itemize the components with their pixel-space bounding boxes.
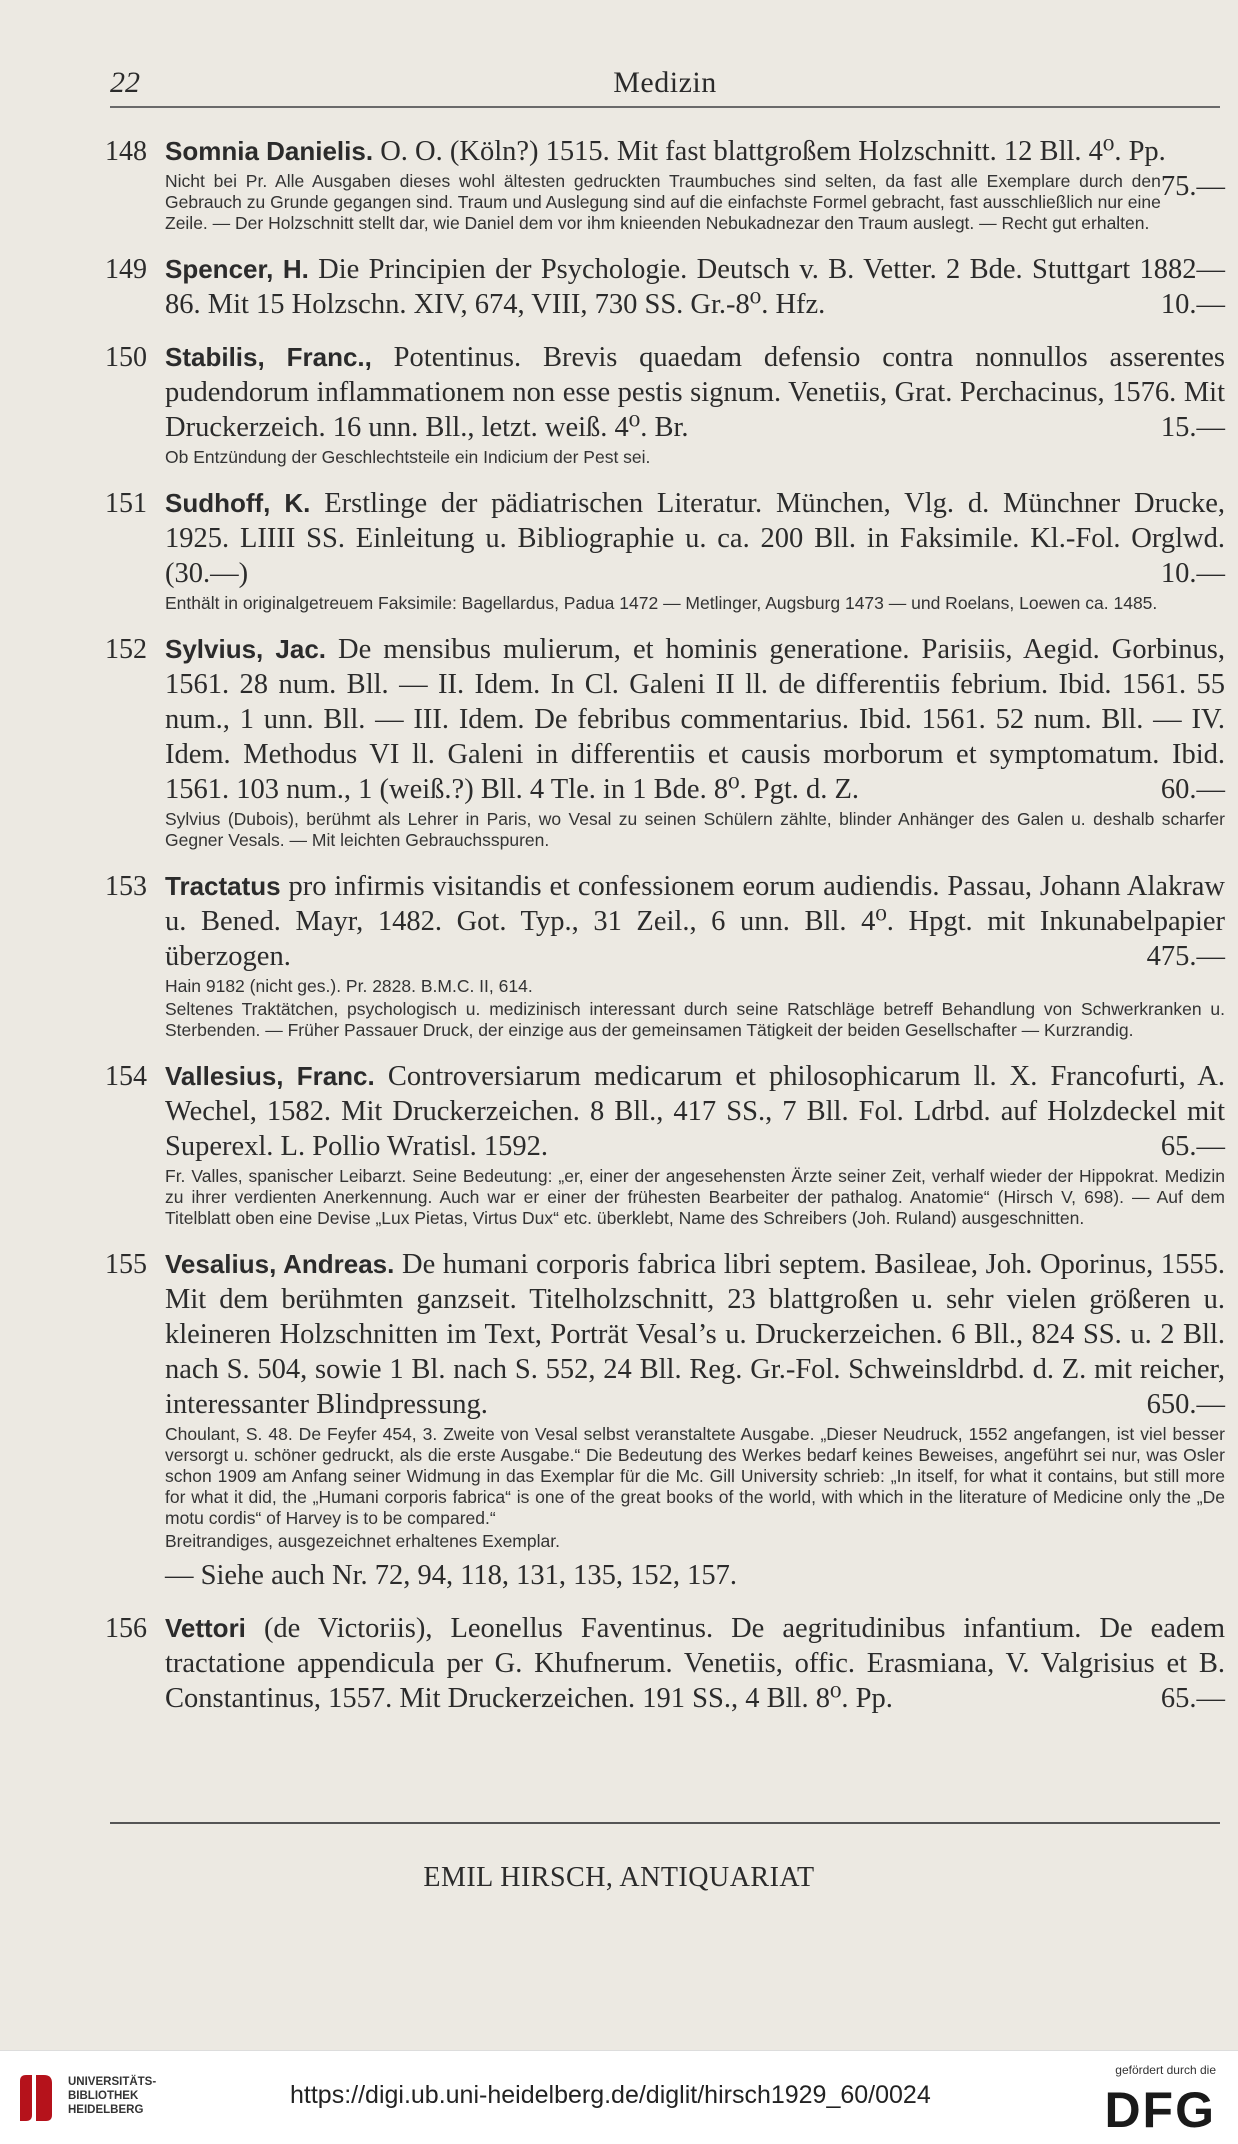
catalog-entry <box>105 869 1225 1041</box>
entry-text: (de Victoriis), Leonellus Faventinus. De aegritudinibus infantium. De eadem tractatione appendicula per G. Khufnerum. Venetiis, offic. Erasmiana, V. Valgrisius et B. Constantinus, 1557. Mit Druckerzeichen. 191 SS., 4 Bll. 8⁰. Pp. <box>165 1613 1225 1714</box>
entry-text: Controversiarum medicarum et philosophicarum ll. X. Francofurti, A. Wechel, 1582. Mit Druckerzeichen. 8 Bll., 417 SS., 7 Bll. Fol. Ldrbd. auf Holzdeckel mit Superexl. L. Pollio Wratisl. 1592. <box>165 1061 1225 1162</box>
entry-author: Vettori <box>165 1613 246 1643</box>
entry-note: Enthält in originalgetreuem Faksimile: Bagellardus, Padua 1472 — Metlinger, Augsburg 1473 — und Roelans, Loewen ca. 1485. <box>165 593 1158 613</box>
entry-author: Tractatus <box>165 871 281 901</box>
entry-note: Ob Entzündung der Geschlechtsteile ein Indicium der Pest sei. <box>165 447 651 467</box>
entry-description <box>165 252 1225 322</box>
page-header <box>110 64 1220 108</box>
entry-note: Hain 9182 (nicht ges.). Pr. 2828. B.M.C. II, 614. <box>165 976 533 996</box>
entry-number: 150 <box>105 342 147 373</box>
catalog-entry <box>105 632 1225 851</box>
footer-rule <box>110 1822 1220 1824</box>
entry-price: 65.— <box>1160 1131 1225 1162</box>
entry-description <box>165 869 1225 974</box>
catalog-entry <box>105 486 1225 614</box>
entry-text: Potentinus. Brevis quaedam defensio contra nonnullos asserentes pudendorum inflammationem non esse pestis signum. Venetiis, Grat. Perchacinus, 1576. Mit Druckerzeich. 16 unn. Bll., letzt. weiß. 4⁰. Br. <box>165 342 1225 443</box>
entry-description <box>165 340 1225 445</box>
entry-author: Vallesius, Franc. <box>165 1061 375 1091</box>
permalink-url[interactable]: https://digi.ub.uni-heidelberg.de/diglit/hirsch1929_60/0024 <box>290 2081 931 2109</box>
ub-heidelberg-logo-icon <box>12 2071 58 2125</box>
entry-text: Die Principien der Psychologie. Deutsch v. B. Vetter. 2 Bde. Stuttgart 1882—86. Mit 15 Holzschn. XIV, 674, VIII, 730 SS. Gr.-8⁰. Hfz. <box>165 254 1225 320</box>
entry-price: 10.— <box>1160 289 1225 320</box>
entry-author: Spencer, H. <box>165 254 309 284</box>
entry-number: 152 <box>105 634 147 665</box>
catalog-entry <box>105 252 1225 322</box>
entry-number: 148 <box>105 136 147 167</box>
entry-price: 65.— <box>1160 1683 1225 1714</box>
entry-note: Seltenes Traktätchen, psychologisch u. medizinisch interessant durch seine Ratschläge betreff Behandlung von Schwerkranken u. Sterbenden. — Früher Passauer Druck, der einzige aus der gemeinsamen Tätigkeit der beiden Gesellschafter — Kurzrandig. <box>165 999 1225 1040</box>
entry-description <box>165 1611 1225 1716</box>
entry-number: 153 <box>105 871 147 902</box>
entry-text: O. O. (Köln?) 1515. Mit fast blattgroßem Holzschnitt. 12 Bll. 4⁰. Pp. <box>380 136 1166 167</box>
entry-author: Vesalius, Andreas. <box>165 1249 395 1279</box>
entry-note: Fr. Valles, spanischer Leibarzt. Seine Bedeutung: „er, einer der angesehensten Ärzte seiner Zeit, verhalf wieder der Hippokrat. Medizin zu ihrer verdienten Anerkennung. Auch war er einer der frühesten Bearbeiter der pathalog. Anatomie“ (Hirsch V, 698). — Auf dem Titelblatt oben eine Devise „Lux Pietas, Virtus Dux“ etc. überklebt, Name des Schreibers (Joh. Ruland) ausgeschnitten. <box>165 1166 1225 1228</box>
entry-price: 475.— <box>1146 941 1225 972</box>
catalog-entry <box>105 1059 1225 1229</box>
entry-number: 155 <box>105 1249 147 1280</box>
entry-author: Somnia Danielis. <box>165 136 374 166</box>
catalog-entries <box>105 134 1225 1734</box>
entry-number: 151 <box>105 488 147 519</box>
entry-price: 650.— <box>1146 1389 1225 1420</box>
entry-text: De mensibus mulierum, et hominis generatione. Parisiis, Aegid. Gorbinus, 1561. 28 num. Bll. — II. Idem. In Cl. Galeni II ll. de differentiis febrium. Ibid. 1561. 55 num., 1 unn. Bll. — III. Idem. De febribus commentarius. Ibid. 1561. 52 num. Bll. — IV. Idem. Methodus VI ll. Galeni in differentiis et causis morborum et symptomatum. Ibid. 1561. 103 num., 1 (weiß.?) Bll. 4 Tle. in 1 Bde. 8⁰. Pgt. d. Z. <box>165 634 1226 805</box>
entry-price: 60.— <box>1160 774 1225 805</box>
entry-note: Sylvius (Dubois), berühmt als Lehrer in Paris, wo Vesal zu seinen Schülern zählte, blinder Anhänger des Galen u. deshalb scharfer Gegner Vesals. — Mit leichten Gebrauchsspuren. <box>165 809 1225 850</box>
entry-author: Sudhoff, K. <box>165 488 311 518</box>
catalog-entry <box>105 340 1225 468</box>
catalog-entry <box>105 1611 1225 1716</box>
entry-number: 149 <box>105 254 147 285</box>
cross-reference: — Siehe auch Nr. 72, 94, 118, 131, 135, 152, 157. <box>165 1560 738 1591</box>
entry-description <box>165 486 1225 591</box>
entry-text: pro infirmis visitandis et confessionem eorum audiendis. Passau, Johann Alakraw u. Bened. Mayr, 1482. Got. Typ., 31 Zeil., 6 unn. Bll. 4⁰. Hpgt. mit Inkunabelpapier überzogen. <box>165 871 1226 972</box>
running-title: Medizin <box>613 66 717 99</box>
funded-by-label: gefördert durch die <box>1115 2063 1216 2077</box>
publisher-footer: EMIL HIRSCH, ANTIQUARIAT <box>423 1862 815 1893</box>
library-name: UNIVERSITÄTS- BIBLIOTHEK HEIDELBERG <box>68 2076 157 2116</box>
catalog-entry <box>105 134 1225 234</box>
entry-note: Breitrandiges, ausgezeichnet erhaltenes Exemplar. <box>165 1531 560 1551</box>
viewer-bottom-bar <box>0 2050 1238 2144</box>
entry-price: 15.— <box>1160 412 1225 443</box>
entry-note: Choulant, S. 48. De Feyfer 454, 3. Zweite von Vesal selbst veranstaltete Ausgabe. „Dieser Neudruck, 1552 angefangen, ist viel besser versorgt u. schöner gedruckt, als die erste Ausgabe.“ Die Bedeutung des Werkes bedarf keines Beweises, angeführt sei nur, was Osler schon 1909 am Anfang seiner Widmung in das Exemplar für die Mc. Gill University schrieb: „In itself, for what it contains, but still more for what it did, the „Humani corporis fabrica“ is one of the great books of the world, with which in the literature of Medicine only the „De motu cordis“ of Harvey is to be compared.“ <box>165 1424 1225 1528</box>
entry-note: Nicht bei Pr. Alle Ausgaben dieses wohl ältesten gedruckten Traumbuches sind selten, da fast alle Exemplare durch den Gebrauch zu Grunde gegangen sind. Traum und Auslegung sind auf die einfachste Formel gebracht, fast ausschließlich nur eine Zeile. — Der Holzschnitt stellt dar, wie Daniel dem vor ihm knieenden Nebukadnezar den Traum auslegt. — Recht gut erhalten. <box>165 171 1161 233</box>
entry-description <box>165 1059 1225 1164</box>
entry-description <box>165 1247 1225 1422</box>
page-number: 22 <box>110 66 140 99</box>
entry-price: 10.— <box>1160 558 1225 589</box>
entry-text: Erstlinge der pädiatrischen Literatur. München, Vlg. d. Münchner Drucke, 1925. LIIII SS. Einleitung u. Bibliographie u. ca. 200 Bll. in Faksimile. Kl.-Fol. Orglwd. (30.—) <box>165 488 1225 589</box>
entry-author: Stabilis, Franc., <box>165 342 372 372</box>
entry-text: De humani corporis fabrica libri septem. Basileae, Joh. Oporinus, 1555. Mit dem berühmten ganzseit. Titelholzschnitt, 23 blattgroßen u. sehr vielen größeren u. kleineren Holzschnitten im Text, Porträt Vesal’s u. Druckerzeichen. 6 Bll., 824 SS. u. 2 Bll. nach S. 504, sowie 1 Bl. nach S. 552, 24 Bll. Reg. Gr.-Fol. Schweinsldrbd. d. Z. mit reicher, interessanter Blindpressung. <box>165 1249 1225 1420</box>
entry-description <box>165 632 1225 807</box>
entry-author: Sylvius, Jac. <box>165 634 327 664</box>
entry-number: 156 <box>105 1613 147 1644</box>
entry-number: 154 <box>105 1061 147 1092</box>
dfg-logo-icon: DFG <box>1104 2082 1216 2138</box>
catalog-entry <box>105 1247 1225 1593</box>
entry-price: 75.— <box>1160 171 1225 202</box>
